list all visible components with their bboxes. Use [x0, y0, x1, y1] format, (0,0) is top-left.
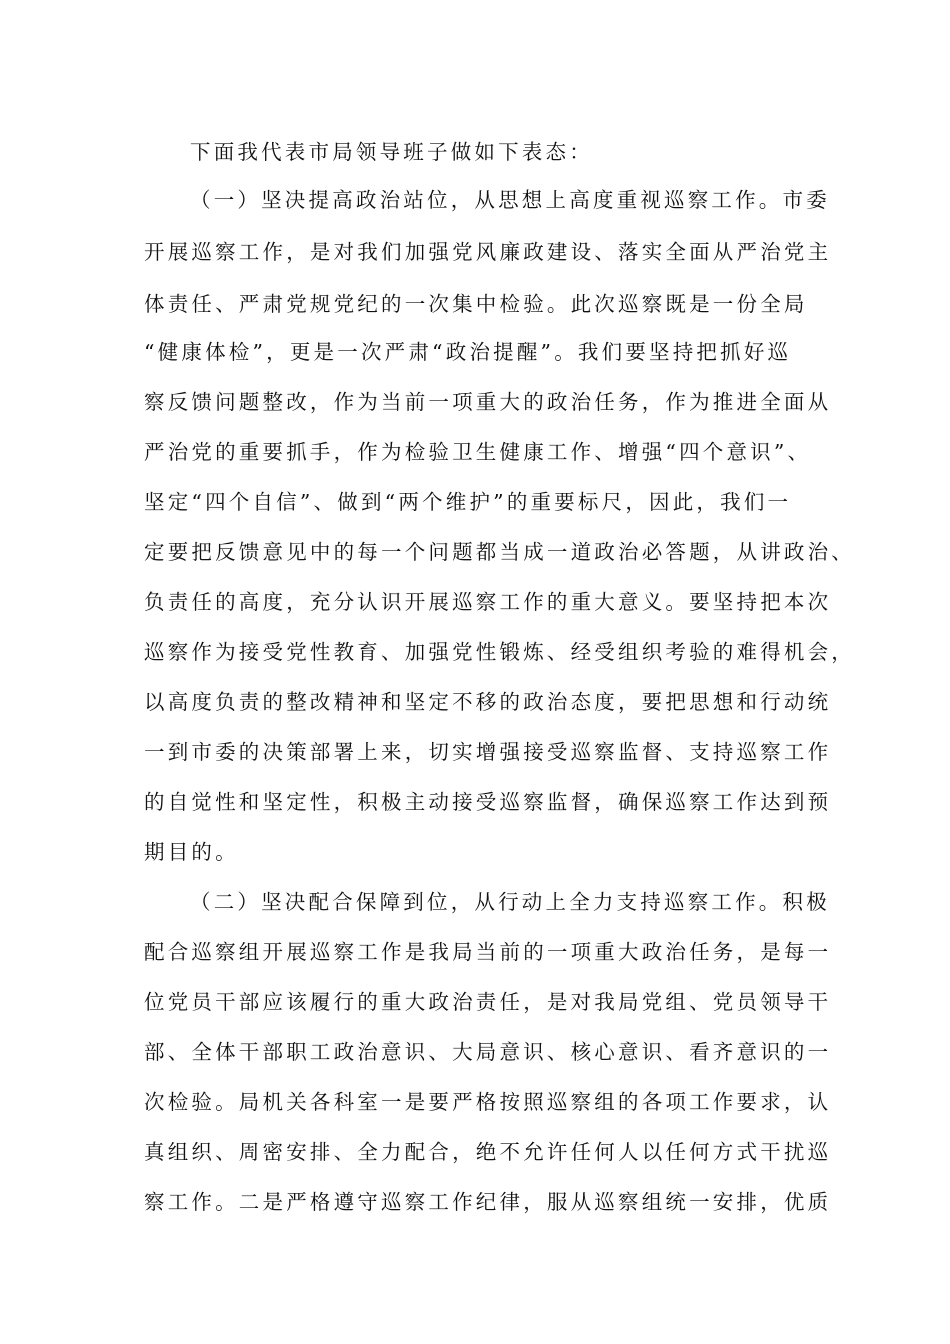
text-line: 察反馈问题整改，作为当前一项重大的政治任务，作为推进全面从: [144, 390, 832, 414]
text-line: 下面我代表市局领导班子做如下表态：: [190, 140, 593, 164]
text-line: 察工作。二是严格遵守巡察工作纪律，服从巡察组统一安排，优质: [144, 1190, 832, 1214]
text-line: 开展巡察工作，是对我们加强党风廉政建设、落实全面从严治党主: [144, 240, 832, 264]
text-line: 真组织、周密安排、全力配合，绝不允许任何人以任何方式干扰巡: [144, 1140, 832, 1164]
text-line: 一到市委的决策部署上来，切实增强接受巡察监督、支持巡察工作: [144, 740, 832, 764]
text-line: 巡察作为接受党性教育、加强党性锻炼、经受组织考验的难得机会，: [144, 640, 855, 664]
text-line: 严治党的重要抓手，作为检验卫生健康工作、增强“四个意识”、: [144, 440, 812, 464]
text-line: 体责任、严肃党规党纪的一次集中检验。此次巡察既是一份全局: [144, 292, 808, 316]
text-line: 部、全体干部职工政治意识、大局意识、核心意识、看齐意识的一: [144, 1040, 832, 1064]
text-line: 期目的。: [144, 840, 239, 864]
text-line: 的自觉性和坚定性，积极主动接受巡察监督，确保巡察工作达到预: [144, 790, 832, 814]
text-line: “健康体检”，更是一次严肃“政治提醒”。我们要坚持把抓好巡: [144, 340, 792, 364]
text-line: 定要把反馈意见中的每一个问题都当成一道政治必答题，从讲政治、: [144, 540, 855, 564]
text-line: 坚定“四个自信”、做到“两个维护”的重要标尺，因此，我们一: [144, 490, 792, 514]
text-line: （一）坚决提高政治站位，从思想上高度重视巡察工作。市委: [190, 188, 830, 212]
text-line: 位党员干部应该履行的重大政治责任，是对我局党组、党员领导干: [144, 990, 832, 1014]
text-line: 负责任的高度，充分认识开展巡察工作的重大意义。要坚持把本次: [144, 590, 832, 614]
text-line: 以高度负责的整改精神和坚定不移的政治态度，要把思想和行动统: [144, 690, 832, 714]
text-line: （二）坚决配合保障到位，从行动上全力支持巡察工作。积极: [190, 890, 830, 914]
text-line: 次检验。局机关各科室一是要严格按照巡察组的各项工作要求，认: [144, 1090, 832, 1114]
text-line: 配合巡察组开展巡察工作是我局当前的一项重大政治任务，是每一: [144, 940, 832, 964]
